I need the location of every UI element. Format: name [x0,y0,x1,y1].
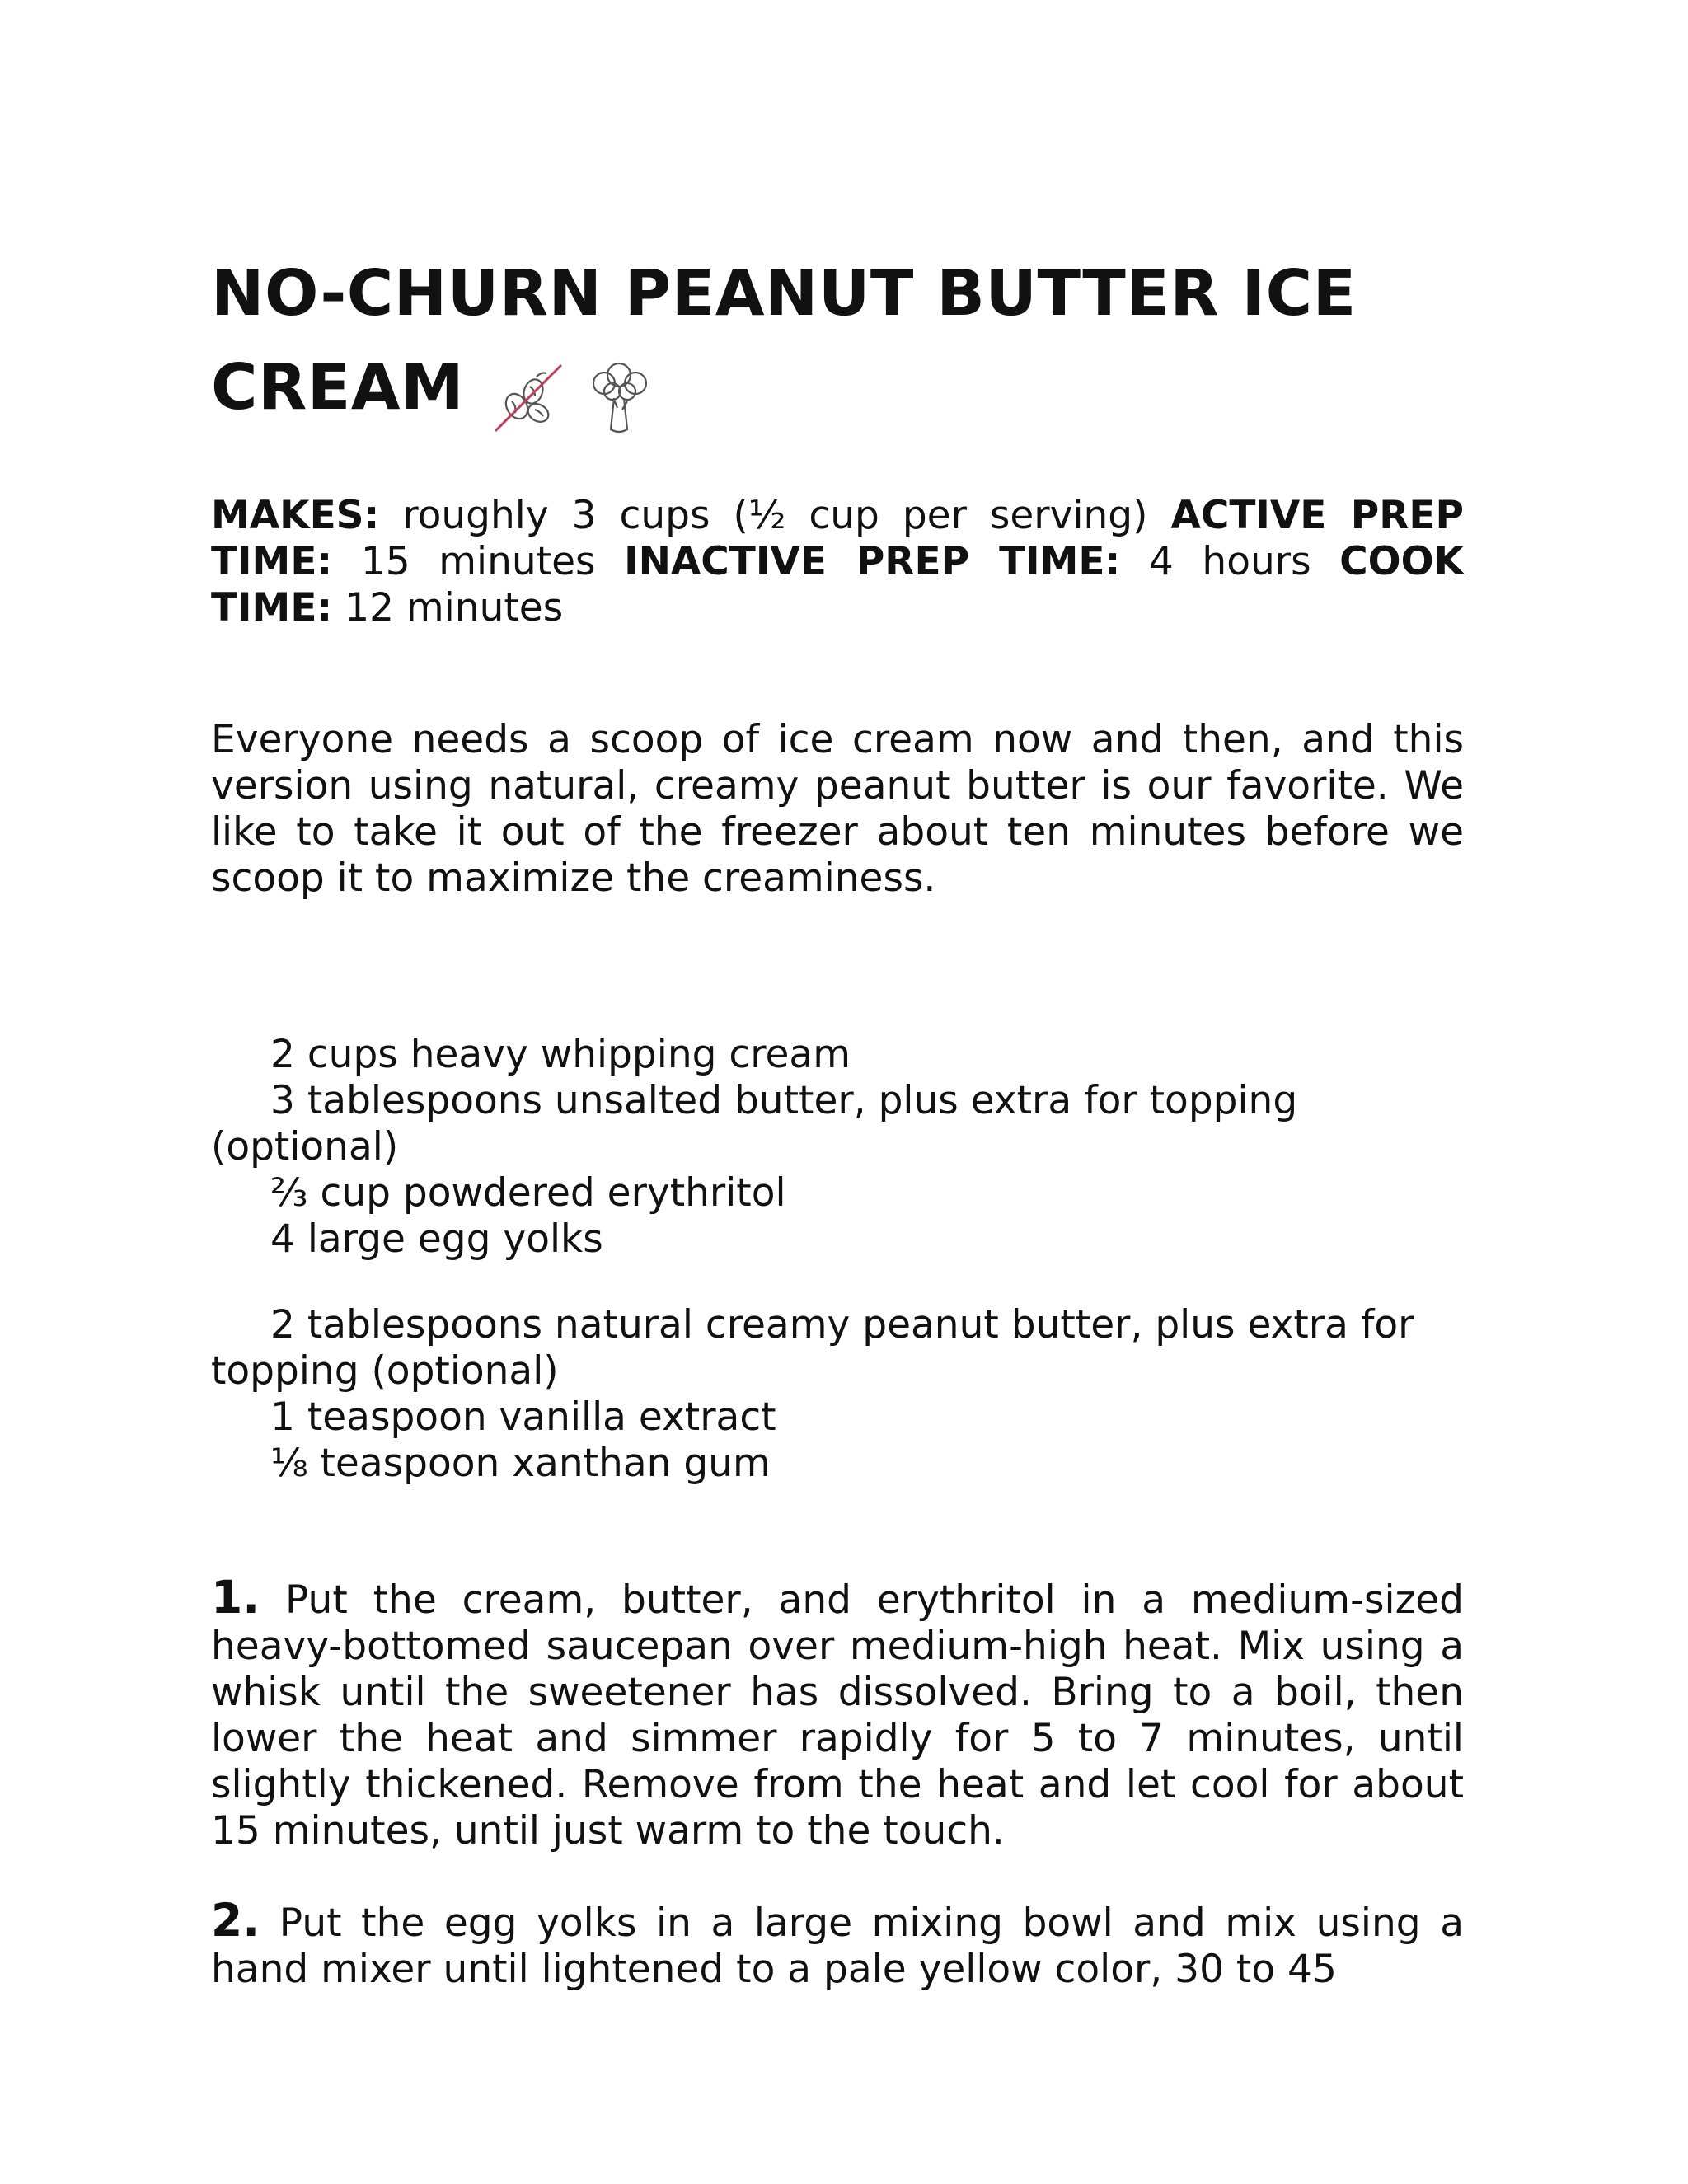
ingredient-item: 3 tablespoons unsalted butter, plus extra for topping (optional) [211,1078,1298,1169]
ingredient-item: ⅔ cup powdered erythritol [270,1170,786,1216]
recipe-title-text: NO-CHURN PEANUT BUTTER ICE CREAM [211,257,1357,424]
recipe-title [211,247,1464,442]
step-text: Put the egg yolks in a large mixing bowl and mix using a hand mixer until lightened to a pale yellow color, 30 to 45 [211,1900,1464,1992]
ingredient-item: ⅛ teaspoon xanthan gum [270,1441,771,1486]
step-text: Put the cream, butter, and erythritol in a medium-sized heavy-bottomed saucepan over medium-high heat. Mix using a whisk until the sweetener has dissolved. Bring to a boil, then lower the heat and simmer rapidly for 5 to 7 minutes, until slightly thickened. Remove from the heat and let cool for about 15 minutes, until just warm to the touch. [211,1577,1464,1854]
active-prep-value: 15 minutes [360,539,596,584]
recipe-intro: Everyone needs a scoop of ice cream now and then, and this version using natural, creamy peanut butter is our favorite. We like to take it out of the freezer about ten minutes before we scoop it to maximize the creaminess. [211,717,1464,901]
ingredient-item: 2 tablespoons natural creamy peanut butter, plus extra for topping (optional) [211,1302,1414,1394]
cook-time-label: COOK TIME: [211,539,1464,630]
diet-icons [487,348,673,442]
recipe-page [211,247,1464,2036]
vegetable-icon [584,359,655,438]
recipe-meta [211,493,1464,631]
step-list [211,1571,1464,1993]
active-prep-label: ACTIVE PREP TIME: [211,493,1464,584]
makes-value: roughly 3 cups (½ cup per serving) [402,493,1148,538]
step-number: 2. [211,1894,260,1947]
inactive-prep-value: 4 hours [1148,539,1311,584]
step-item [211,1571,1464,1854]
cook-time-value: 12 minutes [345,585,564,630]
makes-label: MAKES: [211,493,380,538]
step-number: 1. [211,1571,260,1624]
no-nuts-icon [487,359,566,438]
ingredient-item: 1 teaspoon vanilla extract [270,1394,776,1440]
step-item [211,1894,1464,1993]
ingredient-list [211,1032,1464,1487]
ingredient-item: 2 cups heavy whipping cream [270,1032,851,1077]
inactive-prep-label: INACTIVE PREP TIME: [624,539,1121,584]
ingredient-item: 4 large egg yolks [270,1216,603,1262]
